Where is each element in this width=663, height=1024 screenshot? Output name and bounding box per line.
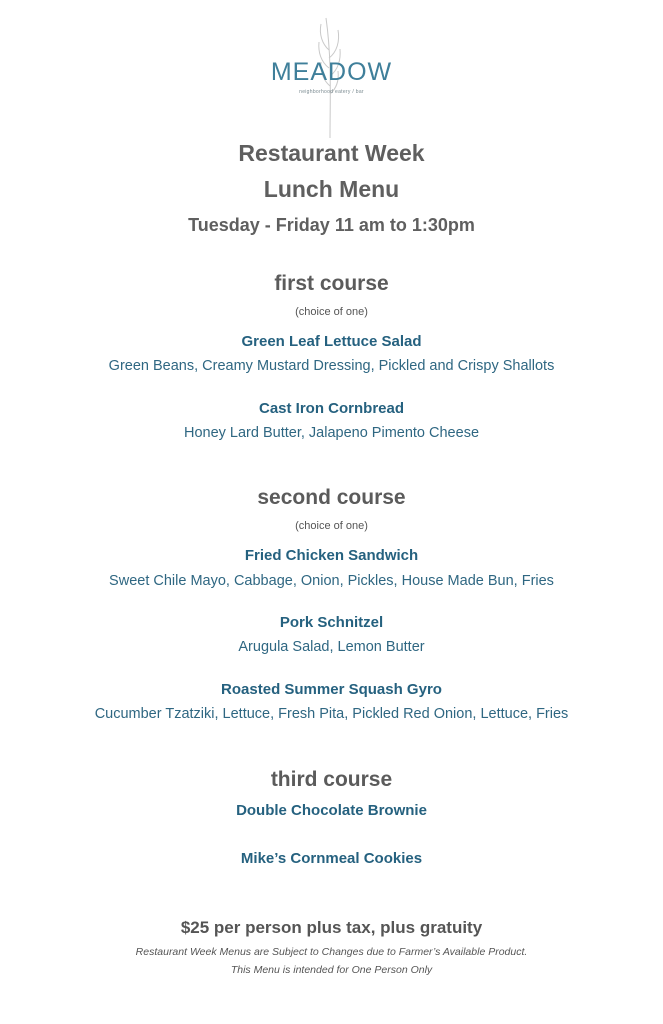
dish-name: Double Chocolate Brownie [236, 802, 427, 819]
dish-name: Pork Schnitzel [279, 614, 384, 631]
dish-description: Sweet Chile Mayo, Cabbage, Onion, Pickles, House Made Bun, Fries [109, 573, 554, 589]
first-course-choice-note: (choice of one) [295, 306, 368, 318]
dish-name: Fried Chicken Sandwich [244, 547, 419, 564]
dish-name: Cast Iron Cornbread [258, 400, 405, 417]
dish-name: Green Leaf Lettuce Salad [241, 333, 422, 350]
dish-name: Roasted Summer Squash Gyro [221, 681, 442, 698]
dish-description: Arugula Salad, Lemon Butter [238, 639, 425, 655]
menu-hours: Tuesday - Friday 11 am to 1:30pm [188, 215, 475, 235]
disclaimer-note: This Menu is intended for One Person Only [230, 964, 433, 976]
second-course-heading: second course [257, 486, 406, 509]
disclaimer-note: Restaurant Week Menus are Subject to Changes due to Farmer’s Available Product. [135, 946, 528, 958]
logo-tagline: neighborhood eatery / bar [299, 89, 364, 95]
logo-wordmark: MEADOW [270, 58, 393, 86]
price-line: $25 per person plus tax, plus gratuity [180, 918, 483, 937]
dish-name: Mike’s Cornmeal Cookies [240, 850, 423, 867]
dish-description: Cucumber Tzatziki, Lettuce, Fresh Pita, Pickled Red Onion, Lettuce, Fries [94, 706, 569, 722]
third-course-heading: third course [270, 768, 393, 791]
dish-description: Honey Lard Butter, Jalapeno Pimento Cheese [183, 425, 480, 441]
dish-description: Green Beans, Creamy Mustard Dressing, Pickled and Crispy Shallots [108, 358, 555, 374]
menu-title-line1: Restaurant Week [238, 140, 425, 166]
menu-title-line2: Lunch Menu [263, 176, 400, 202]
first-course-heading: first course [274, 272, 389, 295]
second-course-choice-note: (choice of one) [295, 520, 368, 532]
